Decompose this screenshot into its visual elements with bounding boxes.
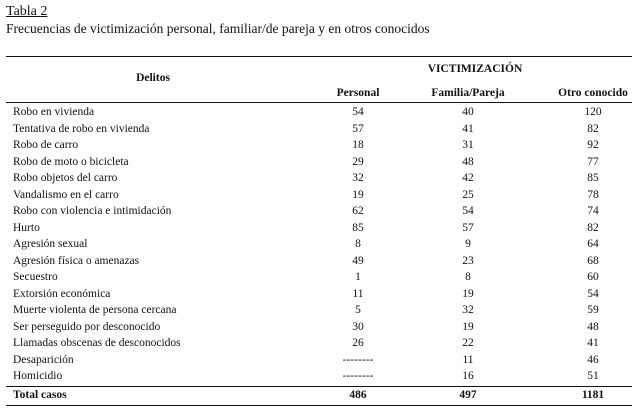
- cell-value: 19: [462, 287, 474, 300]
- row-label: Muerte violenta de persona cercana: [13, 304, 177, 316]
- table-row: [0, 253, 637, 270]
- bottom-rule: [6, 405, 632, 406]
- cell-value: --------: [342, 370, 374, 382]
- cell-value: 68: [587, 254, 599, 267]
- cell-value: 54: [462, 205, 474, 217]
- cell-value: 16: [462, 370, 474, 382]
- cell-value: 48: [587, 320, 599, 333]
- total-row: [0, 387, 637, 404]
- cell-value: 26: [352, 337, 364, 349]
- cell-value: 8: [355, 238, 361, 250]
- cell-value: 41: [587, 337, 599, 349]
- table-row: [0, 104, 637, 121]
- cell-value: 54: [352, 106, 364, 118]
- column-header-otro: Otro conocido: [558, 87, 628, 99]
- cell-value: 78: [587, 188, 599, 201]
- table-row: [0, 302, 637, 319]
- table-row: [0, 335, 637, 352]
- cell-value: 60: [587, 271, 599, 283]
- row-label: Secuestro: [13, 271, 58, 283]
- cell-value: --------: [342, 353, 374, 366]
- row-label: Extorsión económica: [13, 287, 111, 300]
- header-rule: [6, 102, 632, 103]
- cell-value: 19: [462, 320, 474, 333]
- row-label: Agresión física o amenazas: [13, 254, 140, 267]
- cell-value: 32: [462, 304, 474, 316]
- row-label: Ser perseguido por desconocido: [13, 320, 161, 333]
- table-row: [0, 220, 637, 237]
- cell-value: 82: [587, 221, 599, 234]
- cell-value: 64: [587, 238, 599, 250]
- cell-value: 32: [352, 172, 364, 184]
- cell-value: 8: [465, 271, 471, 283]
- table-row: [0, 121, 637, 138]
- table-row: [0, 368, 637, 385]
- cell-value: 42: [462, 172, 474, 184]
- cell-value: 41: [462, 122, 474, 135]
- table-row: [0, 286, 637, 303]
- cell-value: 23: [462, 254, 474, 267]
- cell-value: 30: [352, 320, 364, 333]
- cell-value: 29: [352, 155, 364, 168]
- cell-value: 49: [352, 254, 364, 267]
- row-label: Vandalismo en el carro: [13, 188, 119, 201]
- total-label: Total casos: [13, 389, 67, 401]
- table-body: [0, 104, 637, 385]
- table-row: [0, 319, 637, 336]
- cell-value: 77: [587, 155, 599, 168]
- cell-value: 9: [465, 238, 471, 250]
- row-label: Robo con violencia e intimidación: [13, 205, 172, 217]
- cell-value: 92: [587, 139, 599, 151]
- cell-value: 85: [352, 221, 364, 234]
- cell-value: 11: [462, 353, 474, 366]
- cell-value: 85: [587, 172, 599, 184]
- row-label-header: Delitos: [136, 72, 170, 84]
- top-rule: [6, 56, 632, 57]
- row-label: Desaparición: [13, 353, 74, 366]
- table-row: [0, 170, 637, 187]
- cell-value: 54: [587, 287, 599, 300]
- table-row: [0, 137, 637, 154]
- table-row: [0, 352, 637, 369]
- column-header-personal: Personal: [336, 87, 380, 99]
- group-header: VICTIMIZACIÓN: [427, 63, 523, 75]
- cell-value: 25: [462, 188, 474, 201]
- row-label: Robo objetos del carro: [13, 172, 118, 184]
- cell-value: 46: [587, 353, 599, 366]
- table-row: [0, 187, 637, 204]
- cell-value: 62: [352, 205, 364, 217]
- cell-value: 48: [462, 155, 474, 168]
- cell-value: 1: [355, 271, 361, 283]
- table-row: [0, 154, 637, 171]
- cell-value: 51: [587, 370, 599, 382]
- cell-value: 18: [352, 139, 364, 151]
- row-label: Robo de moto o bicicleta: [13, 155, 129, 168]
- row-label: Robo de carro: [13, 139, 79, 151]
- cell-value: 57: [352, 122, 364, 135]
- total-personal: 486: [349, 389, 367, 401]
- cell-value: 40: [462, 106, 474, 118]
- cell-value: 22: [462, 337, 474, 349]
- row-label: Agresión sexual: [13, 238, 88, 250]
- cell-value: 74: [587, 205, 599, 217]
- total-otro: 1181: [581, 389, 605, 401]
- cell-value: 57: [462, 221, 474, 234]
- cell-value: 120: [584, 106, 602, 118]
- cell-value: 82: [587, 122, 599, 135]
- cell-value: 19: [352, 188, 364, 201]
- table-row: [0, 203, 637, 220]
- table-row: [0, 236, 637, 253]
- row-label: Hurto: [13, 221, 40, 234]
- cell-value: 59: [587, 304, 599, 316]
- cell-value: 31: [462, 139, 474, 151]
- cell-value: 5: [355, 304, 361, 316]
- table-row: [0, 269, 637, 286]
- total-familia: 497: [459, 389, 477, 401]
- column-header-familia: Familia/Pareja: [431, 87, 505, 99]
- row-label: Robo en vivienda: [13, 106, 95, 118]
- table-caption-title: Tabla 2: [6, 4, 48, 19]
- cell-value: 11: [352, 287, 364, 300]
- row-label: Homicidio: [13, 370, 63, 382]
- row-label: Tentativa de robo en vivienda: [13, 122, 150, 135]
- row-label: Llamadas obscenas de desconocidos: [13, 337, 181, 349]
- table-caption-subtitle: Frecuencias de victimización personal, familiar/de pareja y en otros conocidos: [6, 21, 430, 36]
